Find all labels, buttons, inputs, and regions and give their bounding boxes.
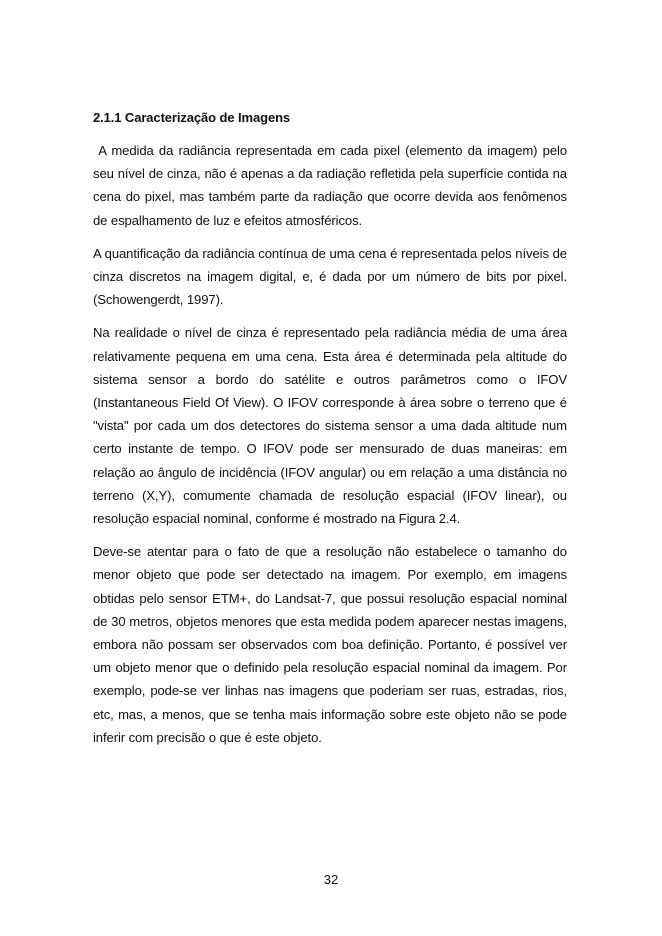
body-text xyxy=(93,139,571,759)
paragraph-ifov: Na realidade o nível de cinza é representado pela radiância média de uma área relativamente pequena em uma cena. Esta área é determinada pela altitude do sistema sensor a bordo do satélite e outros parâmetros como o IFOV (Instantaneous Field Of View). O IFOV corresponde à área sobre o terreno que é "vista" por cada um dos detectores do sistema sensor a uma dada altitude num certo instante de tempo. O IFOV pode ser mensurado de duas maneiras: em relação ao ângulo de incidência (IFOV angular) ou em relação a uma distância no terreno (X,Y), comumente chamada de resolução espacial (IFOV linear), ou resolução espacial nominal, conforme é mostrado na Figura 2.4. xyxy=(93,325,567,527)
section-heading: 2.1.1 Caracterização de Imagens xyxy=(93,110,291,125)
paragraph-resolution: Deve-se atentar para o fato de que a resolução não estabelece o tamanho do menor objeto que pode ser detectado na imagem. Por exemplo, em imagens obtidas pelo sensor ETM+, do Landsat-7, que possui resolução espacial nominal de 30 metros, objetos menores que esta medida podem aparecer nestas imagens, embora não possam ser observados com boa definição. Portanto, é possível ver um objeto menor que o definido pela resolução espacial nominal da imagem. Por exemplo, pode-se ver linhas nas imagens que poderiam ser ruas, estradas, rios, etc, mas, a menos, que se tenha mais informação sobre este objeto não se pode inferir com precisão o que é este objeto. xyxy=(93,544,567,745)
paragraph-radiance-quantification: A quantificação da radiância contínua de uma cena é representada pelos níveis de cinza discretos na imagem digital, e, é dada por um número de bits por pixel. (Schowengerdt, 1997). xyxy=(93,245,567,308)
paragraph-radiance-measure: A medida da radiância representada em cada pixel (elemento da imagem) pelo seu nível de cinza, não é apenas a da radiação refletida pela superfície contida na cena do pixel, mas também parte da radiação que ocorre devida aos fenômenos de espalhamento de luz e efeitos atmosféricos. xyxy=(93,143,571,228)
page-number: 32 xyxy=(323,872,339,887)
